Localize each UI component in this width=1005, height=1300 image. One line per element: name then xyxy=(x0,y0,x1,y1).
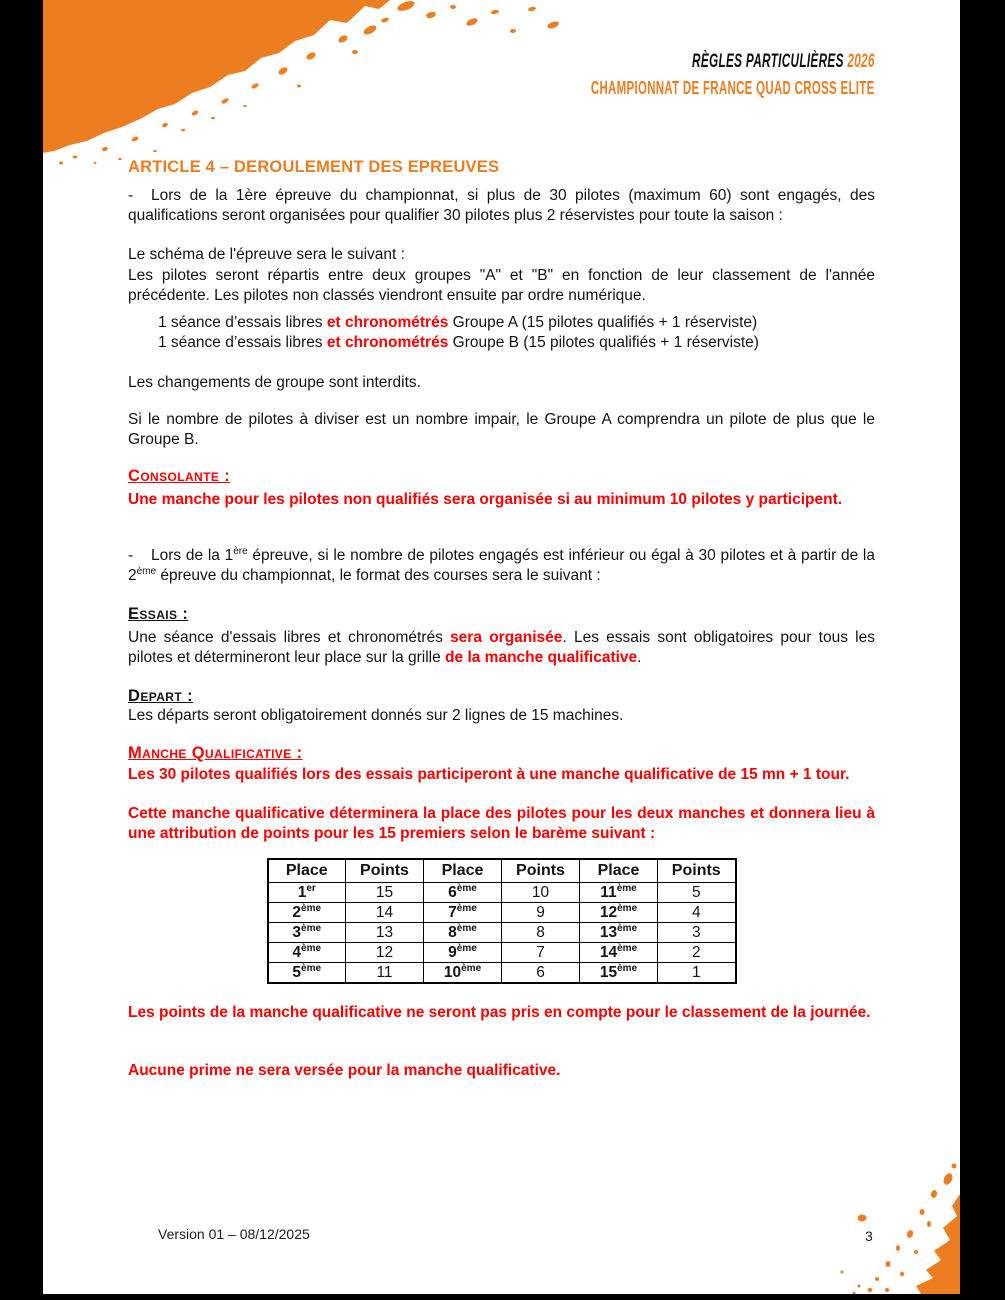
column-header: Place xyxy=(268,859,346,883)
paragraph-depart: Les départs seront obligatoirement donnés sur 2 lignes de 15 machines. xyxy=(128,707,624,724)
page-number: 3 xyxy=(865,1228,873,1244)
text-run-red: sera organisée xyxy=(450,629,563,646)
footer-version: Version 01 – 08/12/2025 xyxy=(158,1226,310,1242)
points-cell: 1 xyxy=(658,963,736,984)
column-header: Points xyxy=(502,859,580,883)
points-table xyxy=(267,858,737,984)
points-cell: 4 xyxy=(658,903,736,923)
table-row xyxy=(268,943,736,963)
text-run: Groupe A (15 pilotes qualifiés + 1 réserviste) xyxy=(448,314,758,331)
document-page xyxy=(43,0,960,1294)
header-title xyxy=(692,51,875,73)
paragraph-schema: Le schéma de l'épreuve sera le suivant : xyxy=(128,246,405,263)
paragraph-groups: Les pilotes seront répartis entre deux groupes "A" et "B" en fonction de leur classement de l'année précédente. Les pilotes non classés viendront ensuite par ordre numérique. xyxy=(128,267,875,304)
table-row xyxy=(268,923,736,943)
text-run: Lors de la 1ère épreuve du championnat, si plus de 30 pilotes (maximum 60) sont engagés, des qualifications seront organisées pour qualifier 30 pilotes plus 2 réservistes pour toute la saison : xyxy=(128,187,875,224)
points-cell: 15 xyxy=(346,883,424,903)
superscript: ère xyxy=(233,545,248,557)
paragraph-manche-1: Les 30 pilotes qualifiés lors des essais participeront à une manche qualificative de 15 mn + 1 tour. xyxy=(128,766,850,783)
place-cell: 3ème xyxy=(268,923,346,943)
text-run: . Les essais sont obligatoires pour tous les pilotes et détermineront leur place sur la grille xyxy=(128,629,875,666)
place-cell: 10ème xyxy=(424,963,502,984)
points-table-wrapper xyxy=(128,858,875,984)
points-table-body xyxy=(268,883,736,984)
article-title: ARTICLE 4 – DEROULEMENT DES EPREUVES xyxy=(128,158,500,176)
place-cell: 7ème xyxy=(424,903,502,923)
heading-depart: Depart : xyxy=(128,687,193,705)
text-run: 1 séance d’essais libres xyxy=(158,333,327,351)
header-title-year: 2026 xyxy=(847,51,875,72)
points-cell: 6 xyxy=(502,963,580,984)
place-cell: 9ème xyxy=(424,943,502,963)
text-run: épreuve du championnat, le format des courses sera le suivant : xyxy=(156,566,601,584)
points-table-header xyxy=(268,859,736,883)
points-cell: 7 xyxy=(502,943,580,963)
header-subtitle: CHAMPIONNAT DE FRANCE QUAD CROSS ELITE xyxy=(591,77,875,98)
dash-marker: - xyxy=(128,547,134,564)
place-cell: 6ème xyxy=(424,883,502,903)
points-cell: 10 xyxy=(502,883,580,903)
points-cell: 13 xyxy=(346,923,424,943)
column-header: Place xyxy=(424,859,502,883)
superscript: ème xyxy=(136,565,157,577)
place-cell: 12ème xyxy=(580,903,658,923)
column-header: Place xyxy=(580,859,658,883)
dash-marker: - xyxy=(128,187,134,204)
place-cell: 4ème xyxy=(268,943,346,963)
points-cell: 14 xyxy=(346,903,424,923)
text-run-red: et chronométrés xyxy=(326,333,449,351)
place-cell: 11ème xyxy=(580,883,658,903)
paragraph-consolante: Une manche pour les pilotes non qualifiés sera organisée si au minimum 10 pilotes y participent. xyxy=(128,491,843,508)
place-cell: 15ème xyxy=(580,963,658,984)
heading-consolante: Consolante : xyxy=(128,467,231,485)
paragraph-essais xyxy=(128,628,875,667)
place-cell: 5ème xyxy=(268,963,346,984)
page-header xyxy=(355,0,875,115)
table-row xyxy=(268,883,736,903)
points-cell: 2 xyxy=(658,943,736,963)
brush-stroke-bottom-right-decoration xyxy=(830,1044,960,1294)
text-run: Lors de la 1 xyxy=(151,547,234,564)
text-run-red: de la manche qualificative xyxy=(445,648,638,666)
paragraph-intro xyxy=(128,186,875,225)
text-run-red: et chronométrés xyxy=(326,314,449,331)
text-run: 1 séance d’essais libres xyxy=(158,314,327,331)
text-run: épreuve, si le nombre de pilotes engagés est inférieur ou égal à 30 pilotes et à partir de la 2 xyxy=(128,547,875,584)
points-cell: 11 xyxy=(346,963,424,984)
paragraph-changes: Les changements de groupe sont interdits. xyxy=(128,374,421,391)
place-cell: 14ème xyxy=(580,943,658,963)
text-run: Une séance d'essais libres et chronométrés xyxy=(128,629,451,646)
points-cell: 9 xyxy=(502,903,580,923)
table-header-row xyxy=(268,859,736,883)
heading-essais: Essais : xyxy=(128,605,189,623)
points-cell: 12 xyxy=(346,943,424,963)
column-header: Points xyxy=(346,859,424,883)
text-run: Groupe B (15 pilotes qualifiés + 1 réserviste) xyxy=(448,333,759,351)
bullet-group-b xyxy=(158,333,875,353)
paragraph-points-not-counted: Les points de la manche qualificative ne seront pas pris en compte pour le classement de la journée. xyxy=(128,1004,871,1021)
points-cell: 5 xyxy=(658,883,736,903)
place-cell: 2ème xyxy=(268,903,346,923)
points-cell: 8 xyxy=(502,923,580,943)
paragraph-odd-number: Si le nombre de pilotes à diviser est un nombre impair, le Groupe A comprendra un pilote de plus que le Groupe B. xyxy=(128,411,875,448)
paragraph-manche-2: Cette manche qualificative déterminera la place des pilotes pour les deux manches et donnera lieu à une attribution de points pour les 15 premiers selon le barème suivant : xyxy=(128,805,875,842)
points-cell: 3 xyxy=(658,923,736,943)
table-row xyxy=(268,903,736,923)
paragraph-no-prime: Aucune prime ne sera versée pour la manche qualificative. xyxy=(128,1062,561,1079)
place-cell: 13ème xyxy=(580,923,658,943)
column-header: Points xyxy=(658,859,736,883)
table-row xyxy=(268,963,736,984)
place-cell: 8ème xyxy=(424,923,502,943)
place-cell: 1er xyxy=(268,883,346,903)
text-run: . xyxy=(637,648,642,666)
heading-manche-qualificative: Manche Qualificative : xyxy=(128,744,303,762)
paragraph-second-format xyxy=(128,546,875,585)
header-title-black: RÈGLES PARTICULIÈRES xyxy=(692,51,848,72)
bullet-group-a xyxy=(158,313,875,333)
